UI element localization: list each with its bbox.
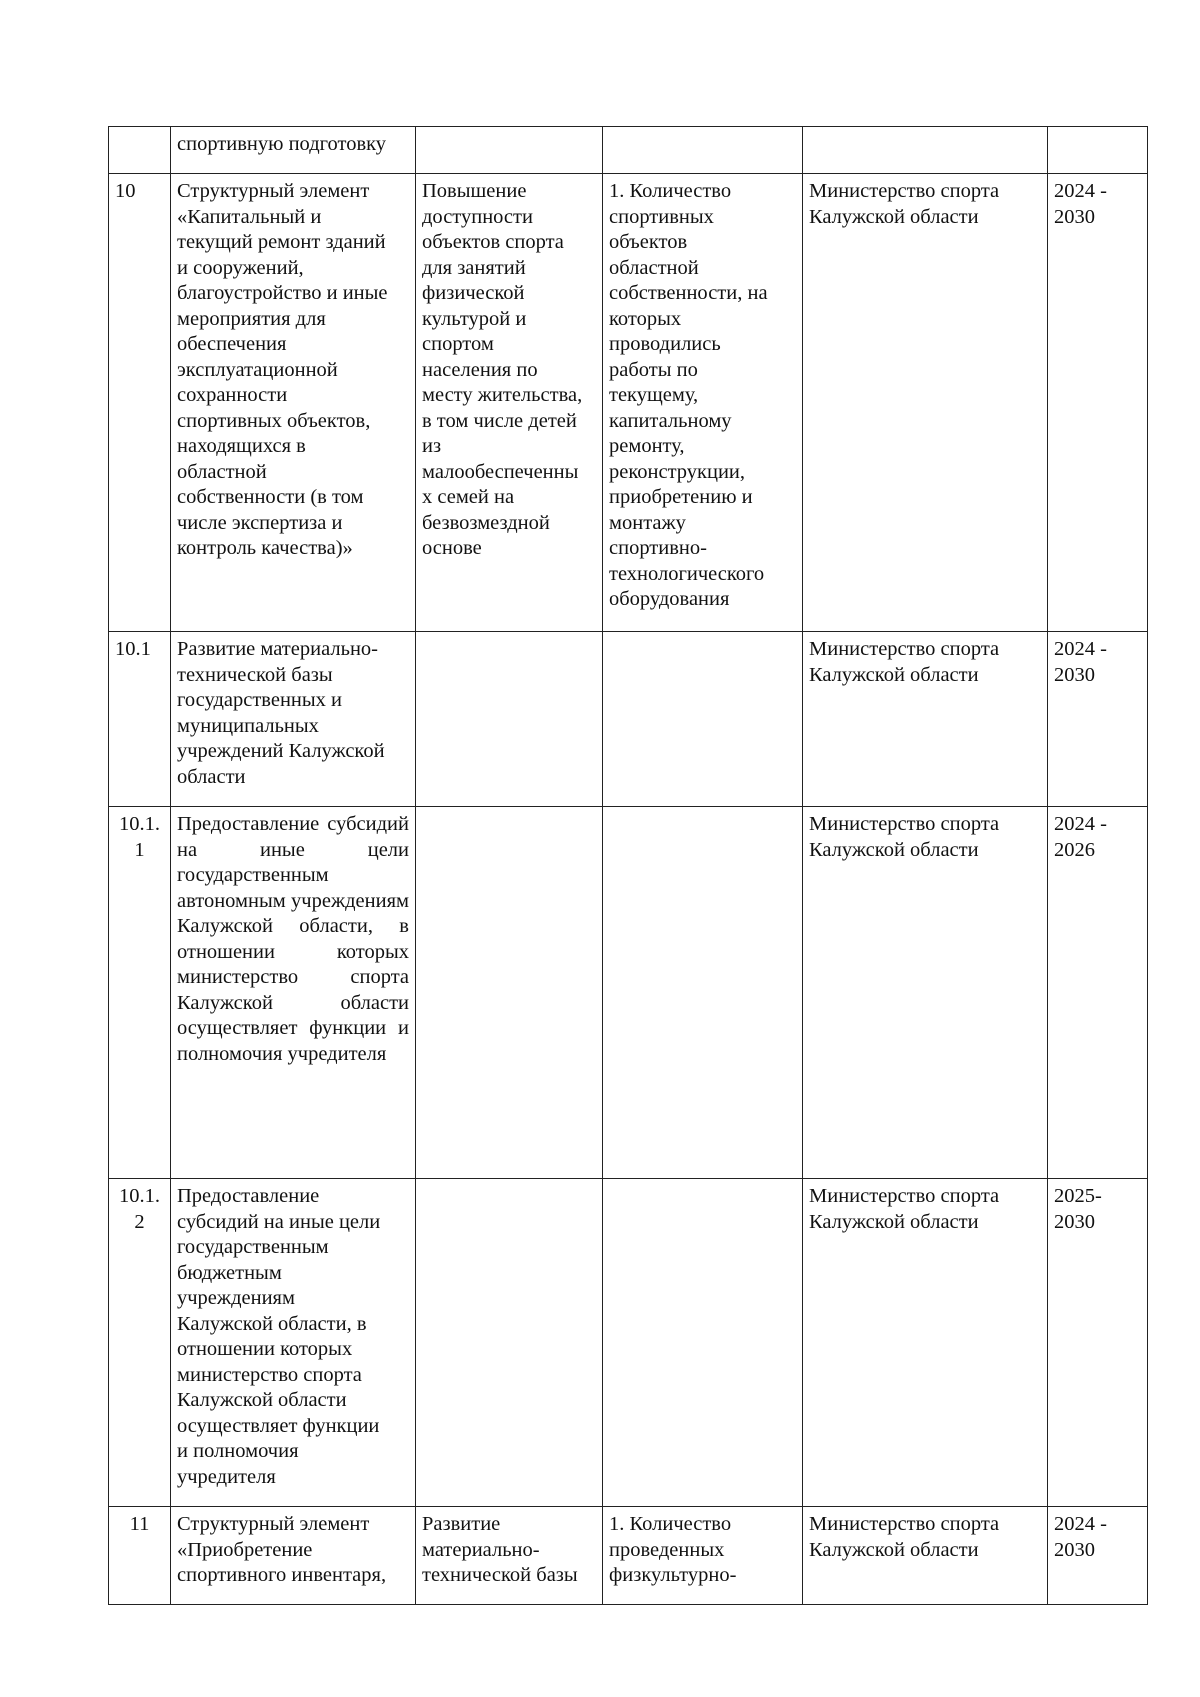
table-row bbox=[109, 1179, 1148, 1507]
period-cell: 2025- 2030 bbox=[1048, 1179, 1148, 1507]
element-name-cell: Развитие материально- технической базы государственных и муниципальных учреждений Калужской области bbox=[171, 632, 416, 807]
row-number-cell: 10.1 bbox=[109, 632, 171, 807]
period-cell: 2024 - 2030 bbox=[1048, 1507, 1148, 1605]
indicator-cell bbox=[603, 127, 803, 174]
executor-cell: Министерство спорта Калужской области bbox=[803, 807, 1048, 1179]
goal-cell bbox=[416, 807, 603, 1179]
executor-cell: Министерство спорта Калужской области bbox=[803, 1507, 1048, 1605]
program-table bbox=[108, 126, 1148, 1605]
table-row bbox=[109, 174, 1148, 632]
table-row bbox=[109, 632, 1148, 807]
element-name-cell: спортивную подготовку bbox=[171, 127, 416, 174]
indicator-cell bbox=[603, 807, 803, 1179]
indicator-cell: 1. Количество спортивных объектов областной собственности, на которых проводились работы по текущему, капитальному ремонту, реконструкции, приобретению и монтажу спортивно- технологического оборудования bbox=[603, 174, 803, 632]
row-number-cell: 10.1. 2 bbox=[109, 1179, 171, 1507]
indicator-cell bbox=[603, 1179, 803, 1507]
element-name-cell: Предоставление субсидий на иные цели государственным бюджетным учреждениям Калужской области, в отношении которых министерство спорта Калужской области осуществляет функции и полномочия учредителя bbox=[171, 1179, 416, 1507]
element-name-cell: Структурный элемент «Приобретение спортивного инвентаря, bbox=[171, 1507, 416, 1605]
executor-cell: Министерство спорта Калужской области bbox=[803, 1179, 1048, 1507]
period-cell: 2024 - 2026 bbox=[1048, 807, 1148, 1179]
element-name-cell: Структурный элемент «Капитальный и текущий ремонт зданий и сооружений, благоустройство и иные мероприятия для обеспечения эксплуатационной сохранности спортивных объектов, находящихся в областной собственности (в том числе экспертиза и контроль качества)» bbox=[171, 174, 416, 632]
row-number-cell: 11 bbox=[109, 1507, 171, 1605]
indicator-cell bbox=[603, 632, 803, 807]
executor-cell bbox=[803, 127, 1048, 174]
goal-cell bbox=[416, 1179, 603, 1507]
period-cell: 2024 - 2030 bbox=[1048, 174, 1148, 632]
table-row bbox=[109, 1507, 1148, 1605]
table-row bbox=[109, 807, 1148, 1179]
row-number-cell bbox=[109, 127, 171, 174]
table-row bbox=[109, 127, 1148, 174]
period-cell: 2024 - 2030 bbox=[1048, 632, 1148, 807]
executor-cell: Министерство спорта Калужской области bbox=[803, 632, 1048, 807]
goal-cell: Развитие материально- технической базы bbox=[416, 1507, 603, 1605]
indicator-cell: 1. Количество проведенных физкультурно- bbox=[603, 1507, 803, 1605]
element-name-cell: Предоставление субсидий на иные цели государственным автономным учреждениям Калужской области, в отношении которых министерство спорта Калужской области осуществляет функции и полномочия учредителя bbox=[171, 807, 416, 1179]
row-number-cell: 10 bbox=[109, 174, 171, 632]
executor-cell: Министерство спорта Калужской области bbox=[803, 174, 1048, 632]
period-cell bbox=[1048, 127, 1148, 174]
row-number-cell: 10.1. 1 bbox=[109, 807, 171, 1179]
goal-cell: Повышение доступности объектов спорта для занятий физической культурой и спортом населения по месту жительства, в том числе детей из малообеспеченны х семей на безвозмездной основе bbox=[416, 174, 603, 632]
goal-cell bbox=[416, 127, 603, 174]
goal-cell bbox=[416, 632, 603, 807]
